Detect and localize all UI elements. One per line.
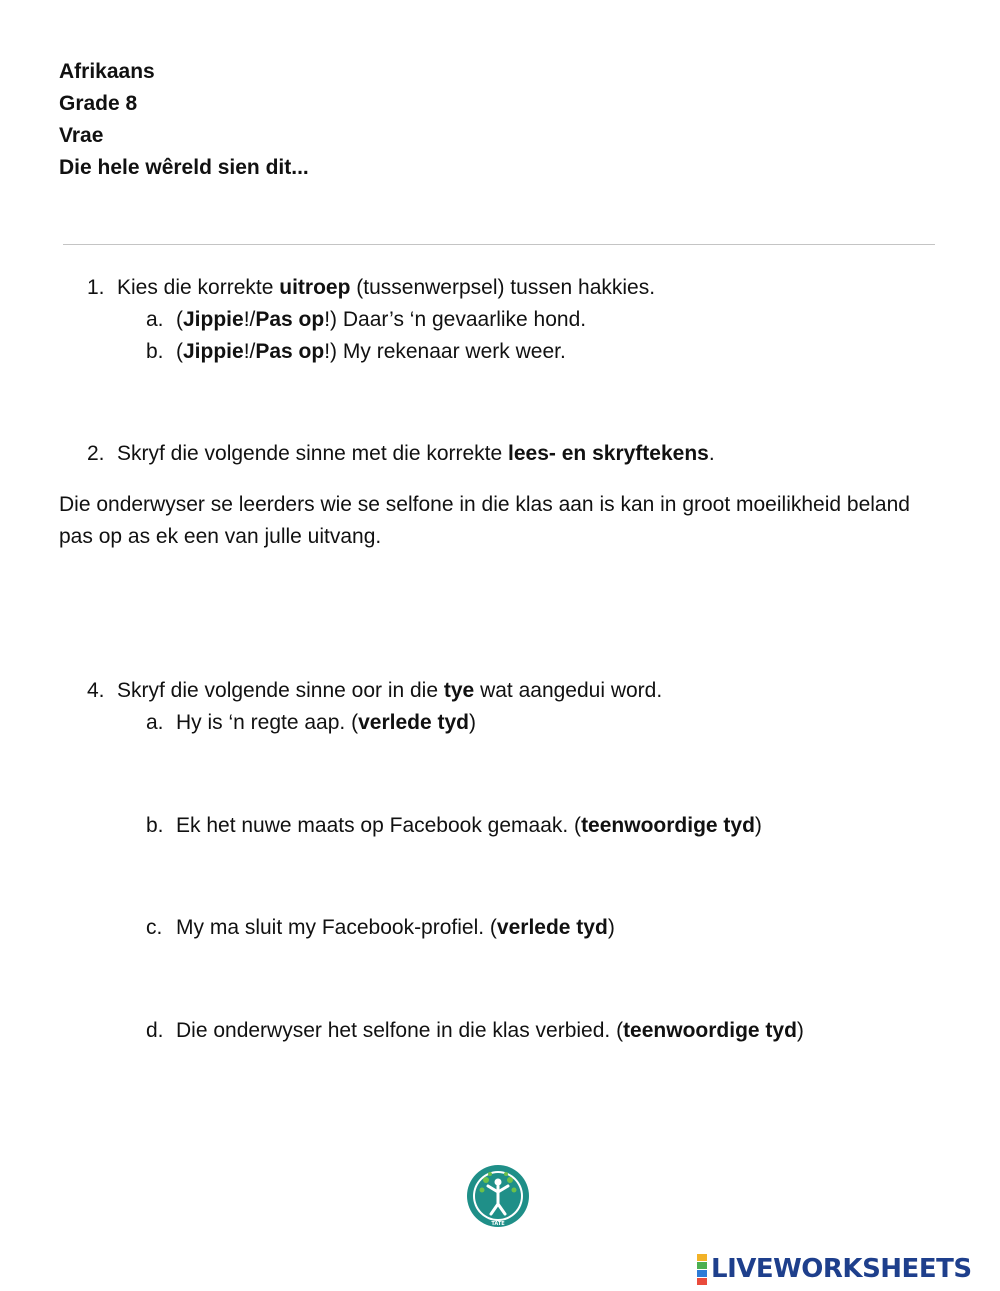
- q1a-letter: a.: [146, 308, 164, 331]
- q4d-item: Die onderwyser het selfone in die klas verbied. (teenwoordige tyd): [176, 1019, 804, 1042]
- worksheet-header: [59, 56, 309, 184]
- section-label: Vrae: [59, 124, 104, 147]
- subject-label: Afrikaans: [59, 60, 155, 83]
- q1-number: 1.: [87, 276, 105, 299]
- q4-number: 4.: [87, 679, 105, 702]
- divider: [63, 244, 935, 245]
- q4a-item: Hy is ‘n regte aap. (verlede tyd): [176, 711, 476, 734]
- q4c-letter: c.: [146, 916, 163, 939]
- q4-instruction: Skryf die volgende sinne oor in die tye wat aangedui word.: [117, 679, 663, 702]
- q2-number: 2.: [87, 442, 105, 465]
- q1b-item: (Jippie!/Pas op!) My rekenaar werk weer.: [176, 340, 566, 363]
- grade-label: Grade 8: [59, 92, 138, 115]
- q4a-letter: a.: [146, 711, 164, 734]
- live-blocks-icon: [697, 1254, 707, 1285]
- q1a-item: (Jippie!/Pas op!) Daar’s ‘n gevaarlike hond.: [176, 308, 587, 331]
- q4c-item: My ma sluit my Facebook-profiel. (verlede tyd): [176, 916, 615, 939]
- worksheet-title: Die hele wêreld sien dit...: [59, 156, 309, 179]
- q4b-letter: b.: [146, 814, 164, 837]
- q1b-letter: b.: [146, 340, 164, 363]
- q4b-item: Ek het nuwe maats op Facebook gemaak. (teenwoordige tyd): [176, 814, 762, 837]
- logo-text: TATE: [491, 1221, 505, 1227]
- tree-person-logo-icon: [466, 1164, 530, 1228]
- q2-paragraph: Die onderwyser se leerders wie se selfone in die klas aan is kan in groot moeilikheid beland pas op as ek een van julle uitvang.: [59, 493, 910, 548]
- brand-name: LIVEWORKSHEETS: [711, 1254, 972, 1284]
- q2-instruction: Skryf die volgende sinne met die korrekte lees- en skryftekens.: [117, 442, 715, 465]
- q4d-letter: d.: [146, 1019, 164, 1042]
- q1-instruction: Kies die korrekte uitroep (tussenwerpsel) tussen hakkies.: [117, 276, 656, 299]
- liveworksheets-brand[interactable]: [697, 1252, 972, 1286]
